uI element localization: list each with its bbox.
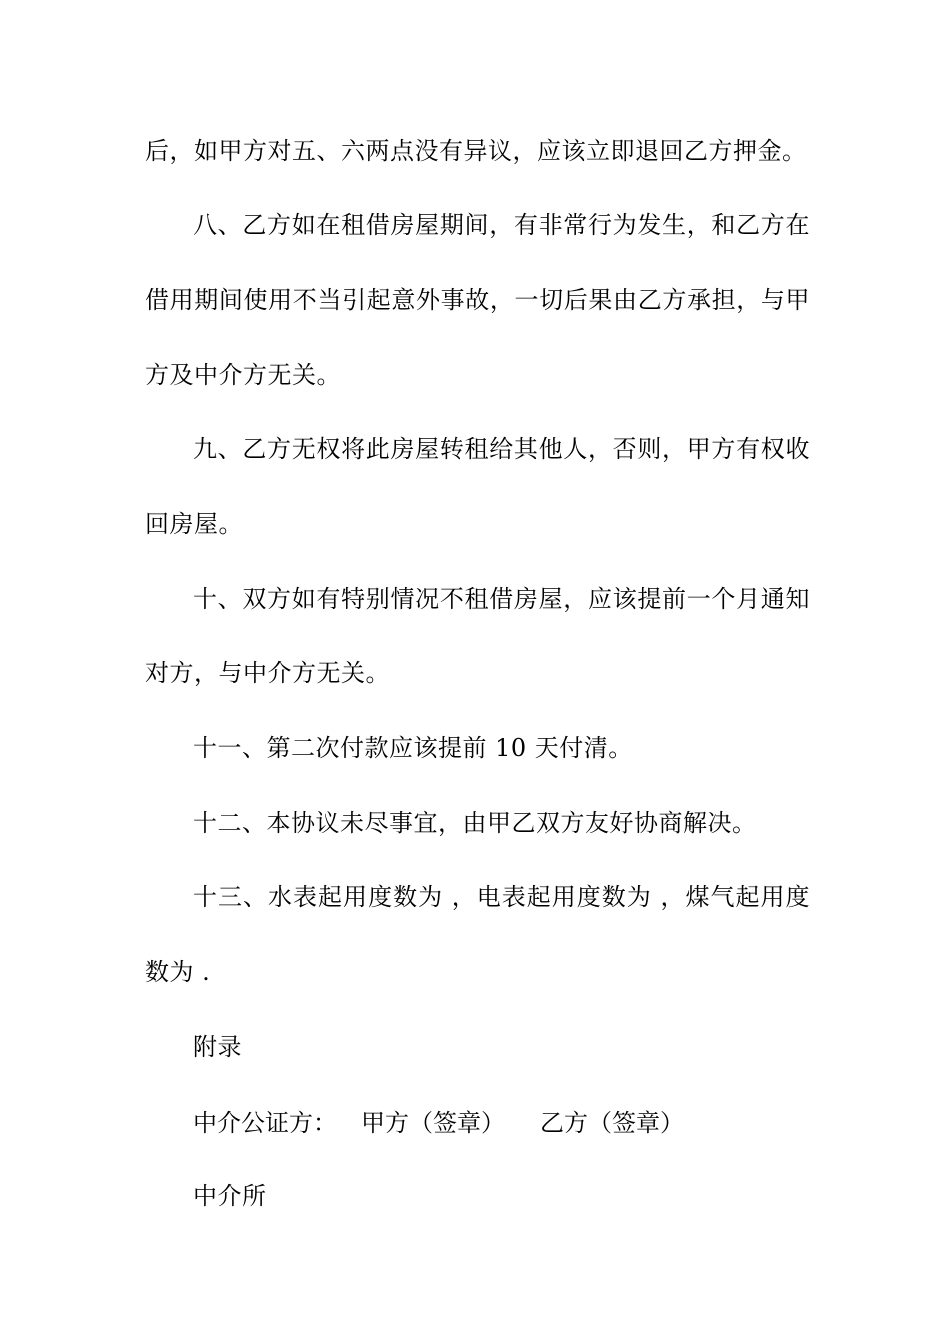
clause-11: 十一、第二次付款应该提前 10 天付清。 (193, 734, 633, 762)
clause-12: 十二、本协议未尽事宜，由甲乙双方友好协商解决。 (193, 809, 757, 837)
clause-8-line-3: 方及中介方无关。 (145, 361, 341, 389)
clause-13-line-2: 数为 . (145, 958, 211, 986)
clause-10-line-1: 十、双方如有特别情况不租借房屋，应该提前一个月通知 (193, 585, 810, 613)
intermediary-notary-label: 中介公证方： (193, 1109, 337, 1137)
appendix-heading: 附录 (193, 1033, 242, 1061)
agency-label: 中介所 (193, 1182, 267, 1210)
clause-9-line-1: 九、乙方无权将此房屋转租给其他人，否则，甲方有权收 (193, 435, 810, 463)
clause-10-line-2: 对方，与中介方无关。 (145, 659, 390, 687)
party-b-signature-label: 乙方（签章） (540, 1109, 684, 1137)
clause-8-line-1: 八、乙方如在租借房屋期间，有非常行为发生，和乙方在 (193, 211, 810, 239)
clause-13-line-1: 十三、水表起用度数为 ，电表起用度数为 ，煤气起用度 (193, 883, 810, 911)
clause-7-continuation: 后，如甲方对五、六两点没有异议，应该立即退回乙方押金。 (145, 137, 807, 165)
clause-9-line-2: 回房屋。 (145, 510, 243, 538)
clause-8-line-2: 借用期间使用不当引起意外事故，一切后果由乙方承担，与甲 (145, 286, 810, 314)
party-a-signature-label: 甲方（签章） (361, 1109, 505, 1137)
